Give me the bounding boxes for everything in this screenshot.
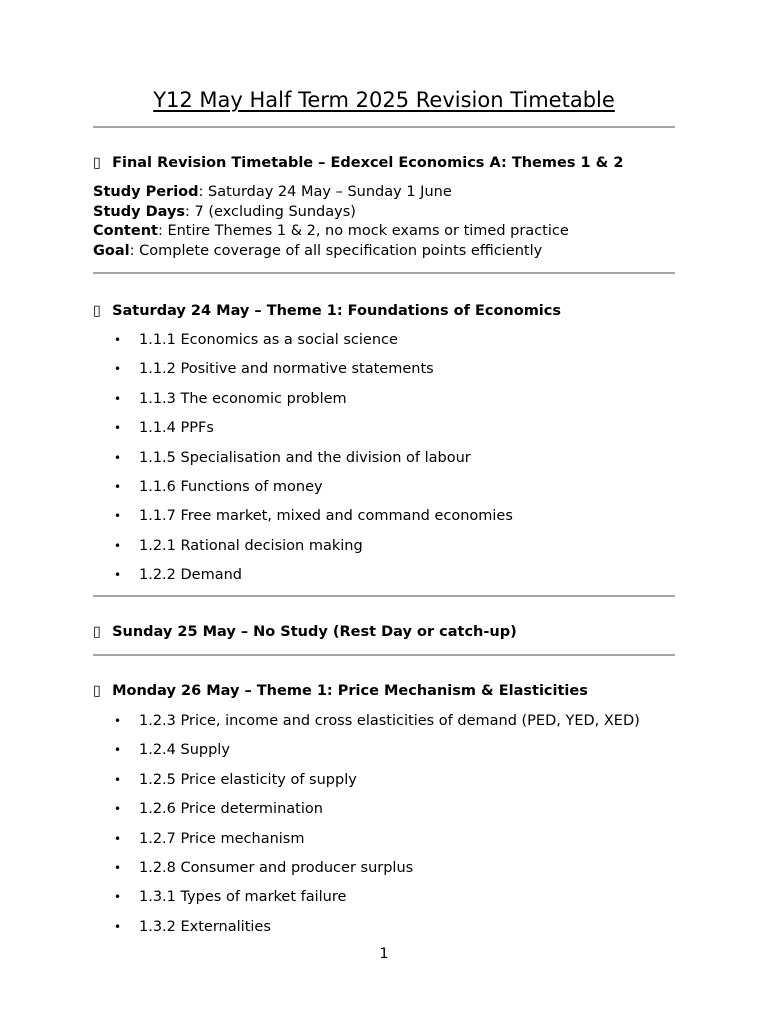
document-title: Y12 May Half Term 2025 Revision Timetable <box>153 88 615 112</box>
list-item: • 1.1.1 Economics as a social science <box>114 332 398 348</box>
calendar-icon: ▯ <box>93 683 101 699</box>
divider <box>93 595 675 597</box>
topic-list-monday <box>93 711 640 946</box>
page-number: 1 <box>379 946 389 962</box>
list-item: • 1.1.4 PPFs <box>114 420 214 437</box>
day-heading-saturday: ▯ Saturday 24 May – Theme 1: Foundations of Economics <box>93 303 562 319</box>
list-item: • 1.2.8 Consumer and producer surplus <box>114 859 414 876</box>
intro-heading <box>93 153 623 173</box>
list-item: • 1.1.3 The economic problem <box>114 390 347 407</box>
goal-row: Goal: Complete coverage of all specification points efficiently <box>93 243 543 260</box>
list-item: • 1.2.7 Price mechanism <box>114 830 305 847</box>
list-item: • 1.2.2 Demand <box>114 567 242 584</box>
divider <box>93 272 675 274</box>
list-item: • 1.2.5 Price elasticity of supply <box>114 771 357 788</box>
day-heading-sunday: ▯ Sunday 25 May – No Study (Rest Day or catch-up) <box>93 624 517 640</box>
list-item: • 1.1.5 Specialisation and the division of labour <box>114 449 471 466</box>
list-item: • 1.1.7 Free market, mixed and command economies <box>114 508 513 525</box>
topic-list-saturday <box>93 330 513 595</box>
list-item: • 1.2.4 Supply <box>114 742 230 759</box>
divider <box>93 654 675 656</box>
list-item: • 1.1.2 Positive and normative statements <box>114 361 434 378</box>
list-item: • 1.1.6 Functions of money <box>114 478 323 495</box>
list-item: • 1.2.6 Price determination <box>114 801 323 818</box>
intro-heading-text: Final Revision Timetable – Edexcel Economics A: Themes 1 & 2 <box>112 155 624 171</box>
list-item: • 1.3.2 Externalities <box>114 918 271 935</box>
study-days-row: Study Days: 7 (excluding Sundays) <box>93 203 356 220</box>
content-row: Content: Entire Themes 1 & 2, no mock exams or timed practice <box>93 223 569 240</box>
study-period-row: Study Period: Saturday 24 May – Sunday 1 June <box>93 184 452 200</box>
list-item: • 1.2.3 Price, income and cross elasticities of demand (PED, YED, XED) <box>114 713 640 729</box>
calendar-icon: ▯ <box>93 624 101 640</box>
study-meta <box>93 183 569 262</box>
day-heading-monday: ▯ Monday 26 May – Theme 1: Price Mechanism & Elasticities <box>93 683 588 699</box>
list-item: • 1.3.1 Types of market failure <box>114 889 347 906</box>
calendar-icon: ▯ <box>93 155 101 171</box>
list-item: • 1.2.1 Rational decision making <box>114 537 363 554</box>
divider <box>93 126 675 128</box>
calendar-icon: ▯ <box>93 303 101 319</box>
